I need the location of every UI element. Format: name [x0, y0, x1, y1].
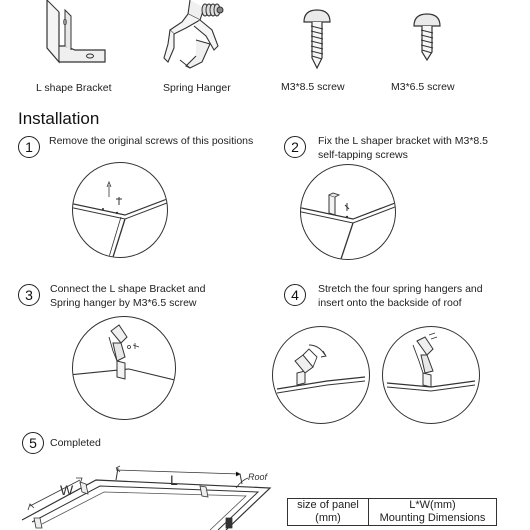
spring-hanger-icon: [160, 0, 240, 76]
step-4-number: 4: [284, 284, 306, 306]
step-4-line-1: Stretch the four spring hangers and: [318, 283, 483, 295]
step-3-line-1: Connect the L shape Bracket and: [50, 283, 206, 295]
table-header-row: [288, 499, 497, 526]
step-5-line-1: Completed: [50, 437, 101, 449]
step-4-line-2: insert onto the backside of roof: [318, 297, 462, 309]
part-label-screw-short: M3*6.5 screw: [391, 81, 455, 93]
step-1-text: [49, 134, 253, 148]
table-header-panel-size: size of panel (mm): [288, 499, 369, 526]
width-label: W: [60, 482, 74, 498]
step-5-text: [50, 436, 101, 450]
screw-short-icon: [410, 12, 444, 64]
step-2-illustration: [300, 164, 396, 260]
step-3-line-2: Spring hanger by M3*6.5 screw: [50, 297, 197, 309]
mounting-dimension-table: [287, 498, 497, 526]
part-label-screw-long: M3*8.5 screw: [281, 81, 345, 93]
step-3-text: [50, 282, 205, 310]
table-header-mounting-dimensions: L*W(mm) Mounting Dimensions: [369, 499, 497, 526]
step-1-number: 1: [18, 136, 40, 158]
l-bracket-icon: [35, 0, 115, 76]
step-4-illustration-a: [272, 326, 370, 424]
step-1-illustration: [72, 162, 168, 258]
step-5-number: 5: [22, 432, 44, 454]
step-3-illustration: [72, 316, 176, 420]
step-2-line-2: self-tapping screws: [318, 149, 408, 161]
parts-row: [0, 0, 530, 100]
step-2-text: [318, 134, 488, 162]
installation-title: Installation: [18, 109, 100, 128]
step-4-illustration-b: [382, 326, 480, 424]
length-label: L: [170, 472, 178, 488]
step-4-text: [318, 282, 483, 310]
step-2-number: 2: [284, 136, 306, 158]
step-2-line-1: Fix the L shaper bracket with M3*8.5: [318, 135, 489, 147]
screw-long-icon: [300, 8, 334, 70]
part-label-l-bracket: L shape Bracket: [36, 82, 112, 94]
part-label-spring-hanger: Spring Hanger: [163, 82, 231, 94]
step-3-number: 3: [18, 284, 40, 306]
step-1-line-1: Remove the original screws of this positions: [49, 135, 254, 147]
roof-label: Roof: [248, 472, 268, 482]
